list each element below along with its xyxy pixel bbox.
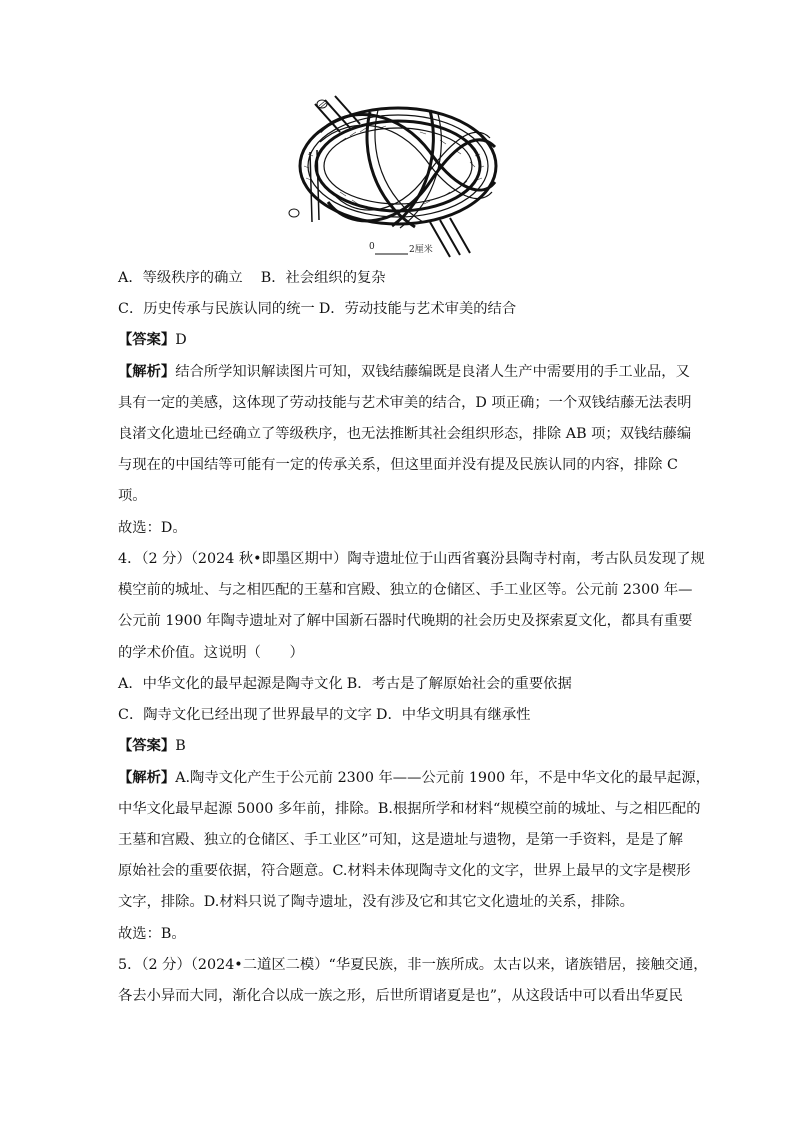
q3-conclusion: 故选：D。 (118, 520, 187, 536)
q4-option-a: A．中华文化的最早起源是陶寺文化 (118, 676, 343, 692)
scale-unit-label: 2厘米 (409, 245, 433, 255)
q4-analysis-label: 【解析】 (118, 770, 176, 786)
q3-analysis-line-3: 良渚文化遗址已经确立了等级秩序，也无法推断其社会组织形态，排除 AB 项；双钱结藤编 (118, 426, 692, 442)
q4-stem-line-1: 4．（2 分）（2024 秋•即墨区期中）陶寺遗址位于山西省襄汾县陶寺村南，考古队员发现了规 (118, 551, 705, 567)
q4-options-row-1 (118, 674, 678, 694)
q3-answer (118, 330, 678, 350)
q4-stem-line-3: 公元前 1900 年陶寺遗址对了解中国新石器时代晚期的社会历史及探索夏文化，都具有重要 (118, 613, 693, 629)
q3-option-a: A．等级秩序的确立 (118, 270, 243, 286)
q4-option-b: B．考古是了解原始社会的重要依据 (346, 676, 572, 692)
q4-conclusion: 故选：B。 (118, 926, 186, 942)
q5-stem-line-2: 各去小异而大同，渐化合以成一族之形，后世所谓诸夏是也”，从这段话中可以看出华夏民 (118, 988, 683, 1004)
rattan-knot-figure (280, 92, 510, 264)
q3-answer-value: D (175, 332, 187, 348)
q4-options-row-2 (118, 705, 678, 725)
q4-answer-value: B (175, 738, 186, 754)
q4-stem-line-4: 的学术价值。这说明（ ） (118, 645, 304, 661)
q3-options-row-2 (118, 299, 678, 319)
q4-analysis-line-4: 原始社会的重要依据，符合题意。C.材料未体现陶寺文化的文字，世界上最早的文字是楔形 (118, 863, 691, 879)
q3-analysis-line-2: 具有一定的美感，这体现了劳动技能与艺术审美的结合，D 项正确；一个双钱结藤无法表明 (118, 395, 692, 411)
q5-stem-line-1: 5．（2 分）（2024•二道区二模）“华夏民族，非一族所成。太古以来，诸族错居，接触交通， (118, 957, 708, 973)
q3-options-row-1 (118, 268, 678, 288)
q4-answer-label: 【答案】 (118, 738, 176, 754)
q3-analysis-label: 【解析】 (118, 364, 176, 380)
q4-answer (118, 736, 678, 756)
q3-analysis-line-5: 项。 (118, 488, 147, 504)
q3-answer-label: 【答案】 (118, 332, 176, 348)
q3-option-d: D．劳动技能与艺术审美的结合 (318, 301, 517, 317)
q3-option-c: C．历史传承与民族认同的统一 (118, 301, 315, 317)
q4-analysis-line-1: 【解析】A.陶寺文化产生于公元前 2300 年——公元前 1900 年，不是中华文化的最早起源， (118, 770, 710, 786)
q4-analysis-line-3: 王墓和宫殿、独立的仓储区、手工业区”可知，这是遗址与遗物，是第一手资料，是是了解 (118, 832, 683, 848)
q4-analysis-line-5: 文字，排除。D.材料只说了陶寺遗址，没有涉及它和其它文化遗址的关系，排除。 (118, 894, 634, 910)
q4-option-c: C．陶寺文化已经出现了世界最早的文字 (118, 707, 372, 723)
q3-analysis-line-1: 【解析】结合所学知识解读图片可知，双钱结藤编既是良渚人生产中需要用的手工业品，又 (118, 364, 690, 380)
q3-option-b: B．社会组织的复杂 (260, 270, 386, 286)
q4-stem-line-2: 模空前的城址、与之相匹配的王墓和宫殿、独立的仓储区、手工业区等。公元前 2300 年— (118, 582, 693, 598)
scale-zero-label: 0 (369, 242, 375, 252)
knot-illustration (280, 92, 510, 264)
q4-analysis-line-2: 中华文化最早起源 5000 多年前，排除。B.根据所学和材料“规模空前的城址、与之相匹配的 (118, 801, 701, 817)
q4-option-d: D．中华文明具有继承性 (375, 707, 531, 723)
q3-analysis-line-4: 与现在的中国结等可能有一定的传承关系，但这里面并没有提及民族认同的内容，排除 C (118, 457, 678, 473)
